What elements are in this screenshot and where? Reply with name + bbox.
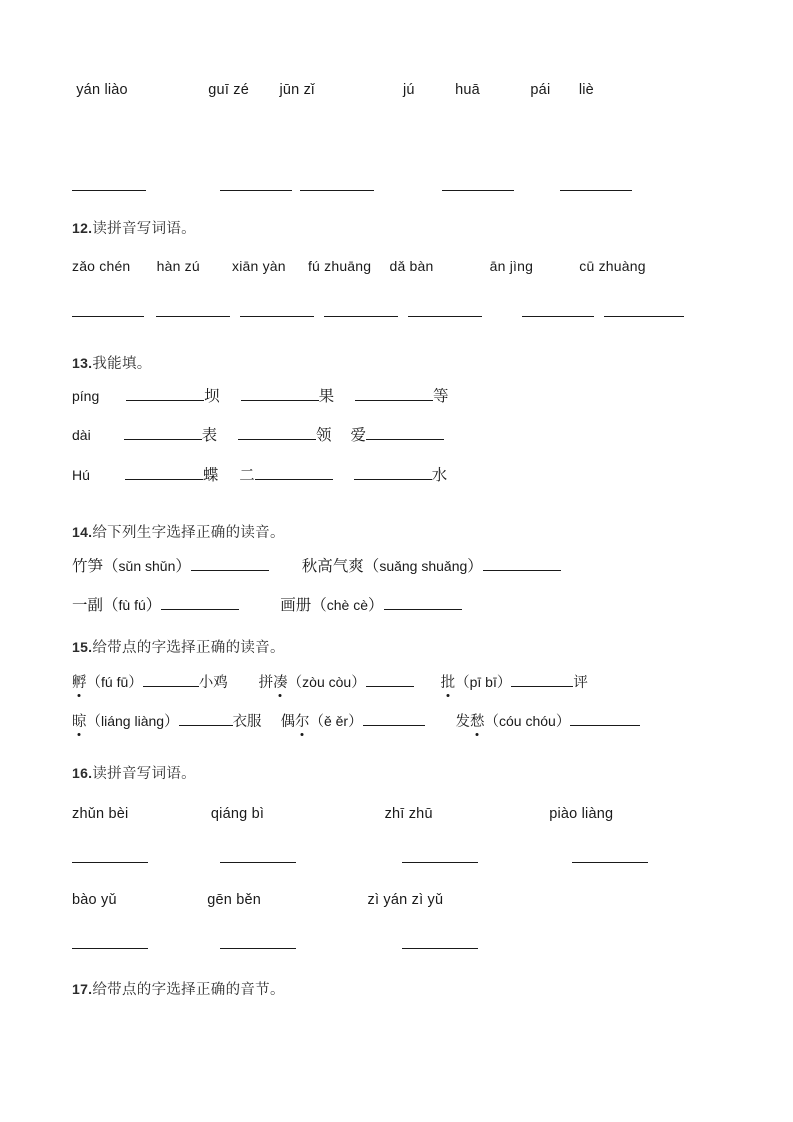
answer-blank[interactable]	[366, 424, 444, 440]
left-paren: （	[103, 557, 119, 575]
answer-blank[interactable]	[366, 671, 414, 687]
q14-title: 给下列生字选择正确的读音。	[92, 525, 285, 541]
q13-number: 13.	[72, 355, 93, 371]
answer-blank[interactable]	[161, 594, 239, 610]
q16-r1-pinyin-4: piào liàng	[549, 806, 614, 822]
top-pinyin-2: guī zé	[208, 82, 249, 98]
q14-options-3: fù fú	[118, 597, 146, 613]
q15-dotted-char-5: 尔	[295, 710, 310, 731]
right-paren: ）	[467, 557, 483, 575]
q12-pinyin-row	[72, 258, 743, 274]
q13-row-2	[72, 423, 743, 445]
left-paren: （	[86, 675, 101, 692]
answer-blank[interactable]	[143, 671, 199, 687]
q16-r2-pinyin-1: bào yǔ	[72, 892, 117, 908]
q12-pinyin-7: cū zhuàng	[579, 258, 646, 274]
q14-options-2: suǎng shuǎng	[379, 558, 468, 574]
answer-blank[interactable]	[511, 671, 573, 687]
q16-answer-blanks-row-2	[72, 948, 753, 950]
q12-pinyin-4: fú zhuāng	[307, 258, 372, 274]
left-paren: （	[86, 714, 101, 731]
answer-blank[interactable]	[560, 190, 632, 191]
q13-row3-char-3: 水	[431, 466, 448, 484]
answer-blank[interactable]	[72, 190, 146, 191]
q14-options-1: sǔn shǔn	[118, 558, 176, 574]
answer-blank[interactable]	[220, 948, 296, 949]
answer-blank[interactable]	[124, 424, 202, 440]
left-paren: （	[455, 675, 470, 692]
q13-row-1	[72, 384, 743, 406]
q13-row2-char-2: 领	[316, 426, 332, 444]
q15-options-4: liáng liàng	[101, 713, 165, 730]
q16-heading	[72, 762, 743, 783]
answer-blank[interactable]	[220, 190, 292, 191]
q13-row2-char-3: 爱	[350, 426, 366, 444]
top-pinyin-7: liè	[578, 82, 594, 98]
right-paren: ）	[175, 557, 191, 575]
q12-pinyin-6: ān jìng	[489, 258, 534, 274]
q13-row3-char-2: 二	[239, 466, 255, 484]
answer-blank[interactable]	[384, 594, 462, 610]
q15-after-1: 小鸡	[198, 675, 228, 692]
q16-r2-pinyin-2: gēn běn	[207, 892, 262, 908]
answer-blank[interactable]	[408, 316, 482, 317]
q14-word-1: 竹笋	[72, 557, 104, 575]
answer-blank[interactable]	[125, 464, 203, 480]
answer-blank[interactable]	[604, 316, 684, 317]
answer-blank[interactable]	[240, 316, 314, 317]
q17-title: 给带点的字选择正确的音节。	[92, 982, 285, 998]
q15-dotted-char-3: 批	[441, 671, 456, 692]
q14-word-3: 一副	[72, 596, 104, 614]
q15-after-3: 评	[573, 675, 588, 692]
answer-blank[interactable]	[220, 862, 296, 863]
q13-row1-char-2: 果	[318, 387, 335, 405]
top-pinyin-6: pái	[530, 82, 551, 98]
top-pinyin-row	[72, 82, 743, 98]
q15-row-2	[72, 710, 743, 731]
q15-options-2: zòu còu	[302, 674, 352, 691]
q15-title: 给带点的字选择正确的读音。	[92, 640, 285, 656]
right-paren: ）	[128, 675, 143, 692]
q15-heading	[72, 636, 743, 657]
q12-pinyin-5: dǎ bàn	[389, 258, 434, 274]
answer-blank[interactable]	[354, 464, 432, 480]
q14-options-4: chè cè	[326, 597, 368, 613]
right-paren: ）	[496, 675, 512, 692]
top-pinyin-1: yán liào	[76, 82, 128, 98]
q13-row3-char-1: 蝶	[202, 466, 219, 484]
answer-blank[interactable]	[483, 555, 561, 571]
q14-heading	[72, 521, 743, 542]
q15-pre-6: 发	[455, 714, 470, 731]
q13-heading	[72, 352, 743, 373]
answer-blank[interactable]	[363, 710, 425, 726]
q16-answer-blanks-row-1	[72, 862, 753, 864]
q13-row1-char-3: 等	[433, 387, 449, 405]
answer-blank[interactable]	[402, 862, 478, 863]
q16-title: 读拼音写词语。	[92, 766, 196, 782]
q15-dotted-char-1: 孵	[72, 671, 87, 692]
q13-row3-pinyin: Hú	[72, 467, 90, 483]
q15-pre-5: 偶	[280, 714, 295, 731]
left-paren: （	[287, 675, 303, 692]
q12-number: 12.	[72, 220, 93, 236]
answer-blank[interactable]	[126, 385, 204, 401]
right-paren: ）	[555, 714, 571, 731]
answer-blank[interactable]	[156, 316, 230, 317]
left-paren: （	[103, 596, 119, 614]
answer-blank[interactable]	[72, 862, 148, 863]
q16-r1-pinyin-2: qiáng bì	[210, 806, 265, 822]
answer-blank[interactable]	[179, 710, 233, 726]
answer-blank[interactable]	[72, 948, 148, 949]
q15-dotted-char-4: 晾	[72, 710, 87, 731]
q15-pre-2: 拼	[258, 675, 274, 692]
answer-blank[interactable]	[522, 316, 594, 317]
q15-options-1: fú fū	[101, 674, 129, 691]
q14-row-2	[72, 593, 743, 615]
left-paren: （	[309, 714, 324, 731]
q14-word-4: 画册	[280, 596, 312, 614]
q15-dotted-char-2: 凑	[273, 671, 288, 692]
answer-blank[interactable]	[572, 862, 648, 863]
q13-row2-char-1: 表	[201, 426, 218, 444]
left-paren: （	[484, 714, 499, 731]
q14-number: 14.	[72, 524, 93, 540]
q15-options-3: pī bī	[469, 674, 497, 691]
q15-row-1	[72, 671, 743, 692]
q17-number: 17.	[72, 981, 93, 997]
q16-number: 16.	[72, 765, 93, 781]
q12-title: 读拼音写词语。	[92, 221, 196, 237]
right-paren: ）	[351, 675, 366, 692]
top-answer-blanks	[72, 190, 753, 192]
q12-pinyin-3: xiān yàn	[232, 258, 286, 274]
q17-heading	[72, 978, 743, 999]
q15-dotted-char-6: 愁	[470, 710, 485, 731]
right-paren: ）	[367, 596, 384, 614]
q12-pinyin-2: hàn zú	[156, 258, 200, 274]
q15-after-4: 衣服	[232, 714, 262, 731]
q16-r1-pinyin-3: zhī zhū	[384, 806, 433, 822]
right-paren: ）	[164, 714, 179, 731]
q13-row1-pinyin: píng	[72, 388, 100, 404]
answer-blank[interactable]	[300, 190, 374, 191]
right-paren: ）	[145, 596, 162, 614]
q13-row1-char-1: 坝	[204, 387, 220, 405]
top-pinyin-3: jūn zǐ	[279, 82, 315, 98]
q13-title: 我能填。	[92, 356, 152, 372]
q12-answer-blanks	[72, 316, 753, 318]
top-pinyin-5: huā	[455, 82, 480, 98]
q16-pinyin-row-2	[72, 892, 743, 908]
answer-blank[interactable]	[355, 385, 433, 401]
answer-blank[interactable]	[442, 190, 514, 191]
q12-heading	[72, 217, 743, 238]
answer-blank[interactable]	[72, 316, 144, 317]
q12-pinyin-1: zǎo chén	[72, 258, 131, 274]
q13-row2-pinyin: dài	[72, 427, 91, 443]
left-paren: （	[311, 596, 327, 614]
q16-r1-pinyin-1: zhǔn bèi	[72, 806, 129, 822]
answer-blank[interactable]	[238, 424, 316, 440]
q16-pinyin-row-1	[72, 806, 743, 822]
q15-options-6: cóu chóu	[499, 713, 556, 730]
answer-blank[interactable]	[191, 555, 269, 571]
answer-blank[interactable]	[402, 948, 478, 949]
answer-blank[interactable]	[570, 710, 640, 726]
answer-blank[interactable]	[241, 385, 319, 401]
q15-options-5: ě ěr	[323, 713, 349, 730]
q13-row-3	[72, 463, 743, 485]
answer-blank[interactable]	[324, 316, 398, 317]
q14-row-1	[72, 554, 743, 576]
right-paren: ）	[348, 714, 363, 731]
top-pinyin-4: jú	[403, 82, 415, 98]
q15-number: 15.	[72, 639, 93, 655]
q14-word-2: 秋高气爽	[301, 557, 364, 575]
left-paren: （	[363, 557, 380, 575]
answer-blank[interactable]	[255, 464, 333, 480]
q16-r2-pinyin-3: zì yán zì yǔ	[367, 892, 444, 908]
